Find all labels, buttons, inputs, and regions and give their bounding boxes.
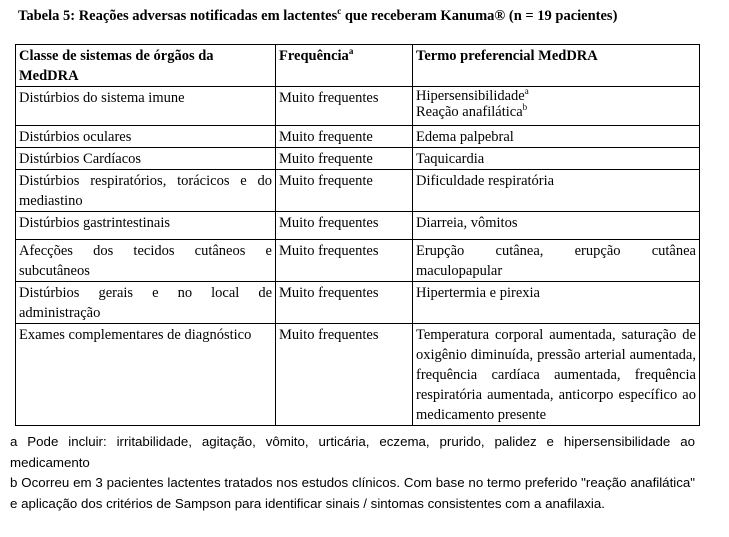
- cell-organ-class: Distúrbios respiratórios, torácicos e do mediastino: [16, 170, 276, 212]
- cell-frequency: Muito frequente: [276, 126, 413, 148]
- table-header-row: [16, 45, 700, 87]
- table-row: [16, 282, 700, 324]
- cell-preferred-term: Taquicardia: [413, 148, 700, 170]
- cell-organ-class: Distúrbios Cardíacos: [16, 148, 276, 170]
- cell-organ-class: Distúrbios gerais e no local de administração: [16, 282, 276, 324]
- cell-frequency: Muito frequente: [276, 148, 413, 170]
- cell-organ-class: Distúrbios gastrintestinais: [16, 212, 276, 240]
- cell-frequency: Muito frequentes: [276, 282, 413, 324]
- table-caption: [18, 8, 694, 24]
- header-preferred-term: Termo preferencial MedDRA: [413, 45, 700, 87]
- cell-preferred-term: Erupção cutânea, erupção cutânea maculopapular: [413, 240, 700, 282]
- caption-superscript: c: [337, 6, 342, 17]
- table-row: [16, 126, 700, 148]
- term-superscript: a: [524, 86, 529, 97]
- header-frequency: [276, 45, 413, 87]
- term-line: [416, 104, 696, 120]
- cell-preferred-term: Temperatura corporal aumentada, saturação de oxigênio diminuída, pressão arterial aumentada, frequência cardíaca aumentada, frequência respiratória aumentada, anticorpo específico ao medicamento presente: [413, 324, 700, 426]
- table-row: [16, 148, 700, 170]
- footnote-b: b Ocorreu em 3 pacientes lactentes tratados nos estudos clínicos. Com base no termo preferido "reação anafilática" e aplicação dos critérios de Sampson para identificar sinais / sintomas consistentes com a anafilaxia.: [10, 475, 695, 511]
- term-text: Reação anafilática: [416, 104, 523, 120]
- cell-organ-class: Distúrbios do sistema imune: [16, 87, 276, 126]
- header-frequency-superscript: a: [348, 46, 354, 57]
- cell-frequency: Muito frequentes: [276, 212, 413, 240]
- cell-preferred-term: Dificuldade respiratória: [413, 170, 700, 212]
- table-row: [16, 240, 700, 282]
- header-organ-class: Classe de sistemas de órgãos da MedDRA: [16, 45, 276, 87]
- table-row: [16, 87, 700, 126]
- table-row: [16, 170, 700, 212]
- cell-frequency: Muito frequentes: [276, 240, 413, 282]
- caption-text-end: que receberam Kanuma® (n = 19 pacientes): [341, 8, 618, 24]
- footnote-a: a Pode incluir: irritabilidade, agitação, vômito, urticária, eczema, prurido, palidez e hipersensibilidade ao medicamento: [10, 434, 695, 470]
- cell-organ-class: Exames complementares de diagnóstico: [16, 324, 276, 426]
- caption-text-start: Tabela 5: Reações adversas notificadas em lactentes: [18, 8, 338, 24]
- cell-frequency: Muito frequentes: [276, 87, 413, 126]
- cell-preferred-term: Hipertermia e pirexia: [413, 282, 700, 324]
- term-line: [416, 88, 696, 104]
- adverse-reactions-table: [15, 44, 700, 426]
- cell-frequency: Muito frequentes: [276, 324, 413, 426]
- cell-preferred-term: Diarreia, vômitos: [413, 212, 700, 240]
- table-footnotes: [10, 432, 695, 514]
- table-row: [16, 212, 700, 240]
- table-row: [16, 324, 700, 426]
- term-superscript: b: [522, 102, 528, 113]
- cell-preferred-term: [413, 87, 700, 126]
- cell-organ-class: Afecções dos tecidos cutâneos e subcutâneos: [16, 240, 276, 282]
- header-frequency-label: Frequência: [279, 48, 349, 64]
- cell-organ-class: Distúrbios oculares: [16, 126, 276, 148]
- cell-frequency: Muito frequente: [276, 170, 413, 212]
- term-text: Hipersensibilidade: [416, 88, 525, 104]
- cell-preferred-term: Edema palpebral: [413, 126, 700, 148]
